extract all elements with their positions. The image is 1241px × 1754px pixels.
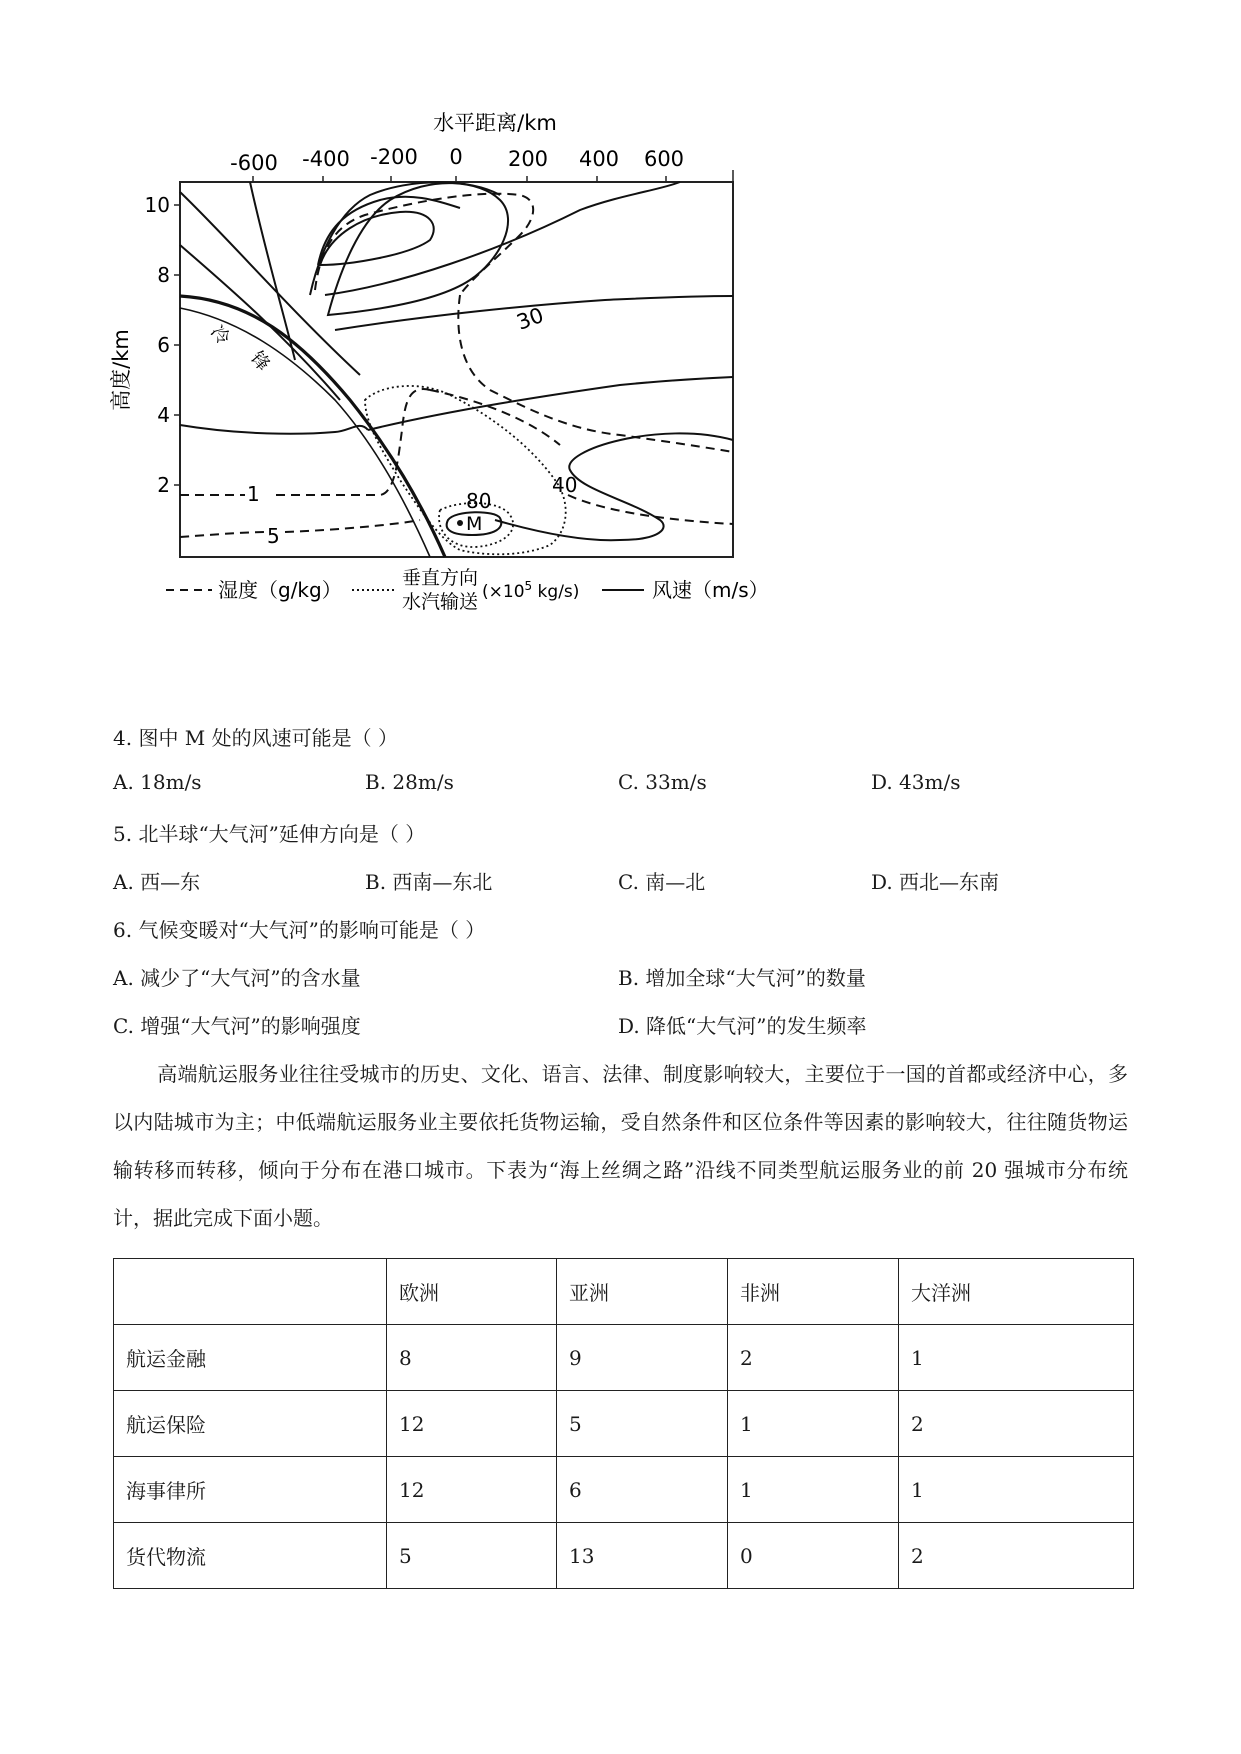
table-cell: 13 [557,1523,728,1589]
humidity-label: 40 [552,473,578,497]
m-point-label: M [466,513,483,535]
q5-option-d: D. 西北—东南 [871,870,1000,894]
table-header-cell: 欧洲 [387,1259,557,1325]
table-header-cell: 亚洲 [557,1259,728,1325]
legend-vapor-unit: ($\times 10^5$ kg/s) [482,579,580,602]
y-tick: 2 [157,473,170,497]
table-header-cell: 非洲 [728,1259,899,1325]
legend-humidity-label: 湿度（g/kg） [218,578,342,602]
figure-svg [100,100,860,690]
q5-option-b: B. 西南—东北 [365,870,493,894]
table-cell: 5 [387,1523,557,1589]
top-tick-marks [253,170,733,182]
table-cell: 5 [557,1391,728,1457]
x-tick: -400 [302,147,350,171]
q6-option-b: B. 增加全球“大气河”的数量 [618,966,866,990]
table-cell: 1 [899,1325,1134,1391]
table-cell: 9 [557,1325,728,1391]
legend-vapor-label-2: 水汽输送 [402,591,479,613]
table-row [114,1523,1134,1589]
vapor-label: 80 [466,489,492,513]
table-cell: 1 [728,1391,899,1457]
x-tick: -600 [230,151,278,175]
x-tick: 0 [449,145,463,169]
table-cell: 1 [728,1457,899,1523]
table-row [114,1457,1134,1523]
y-tick: 8 [157,263,170,287]
x-tick: 400 [578,147,620,171]
legend [166,567,769,613]
q6-option-c: C. 增强“大气河”的影响强度 [113,1014,361,1038]
question-6-stem: 6. 气候变暖对“大气河”的影响可能是（ ） [113,918,486,942]
table-cell: 航运金融 [114,1325,387,1391]
question-5-stem: 5. 北半球“大气河”延伸方向是（ ） [113,822,426,846]
table-cell: 8 [387,1325,557,1391]
q4-option-a: A. 18m/s [113,770,202,794]
q6-option-d: D. 降低“大气河”的发生频率 [618,1014,867,1038]
front-label: 锋 [246,347,274,376]
q5-option-a: A. 西—东 [113,870,201,894]
y-tick: 10 [144,193,170,217]
x-tick: 600 [643,147,685,171]
q5-option-c: C. 南—北 [618,870,706,894]
passage-text: 高端航运服务业往往受城市的历史、文化、语言、法律、制度影响较大，主要位于一国的首都或经济中心，多以内陆城市为主；中低端航运服务业主要依托货物运输，受自然条件和区位条件等因素的影响较大，往往随货物运输转移而转移，倾向于分布在港口城市。下表为“海上丝绸之路”沿线不同类型航运服务业的前 20 强城市分布统计，据此完成下面小题。 [113,1062,1128,1230]
q4-option-b: B. 28m/s [365,770,454,794]
humidity-label: 1 [247,482,260,506]
table-cell: 海事律所 [114,1457,387,1523]
table-cell: 2 [899,1523,1134,1589]
humidity-label: 5 [267,524,280,548]
wind-contour-label: 30 [513,303,547,335]
legend-wind-label: 风速（m/s） [652,578,769,602]
table-row [114,1325,1134,1391]
q4-option-d: D. 43m/s [871,770,961,794]
table-cell: 12 [387,1391,557,1457]
table-cell: 1 [899,1457,1134,1523]
table-header-row [114,1259,1134,1325]
passage [113,1050,1128,1242]
table-cell: 航运保险 [114,1391,387,1457]
table-cell: 2 [728,1325,899,1391]
x-tick: 200 [507,147,549,171]
city-distribution-table [113,1258,1134,1589]
table-cell: 0 [728,1523,899,1589]
q6-option-a: A. 减少了“大气河”的含水量 [113,966,361,990]
m-point-marker [457,520,463,526]
table-cell: 12 [387,1457,557,1523]
legend-vapor-label-1: 垂直方向 [402,567,479,589]
q4-option-c: C. 33m/s [618,770,707,794]
table-cell: 2 [899,1391,1134,1457]
y-tick: 4 [157,403,170,427]
table-header-cell [114,1259,387,1325]
table-cell: 货代物流 [114,1523,387,1589]
table-cell: 6 [557,1457,728,1523]
x-tick-labels [230,145,684,175]
cross-section-figure [100,100,860,690]
y-tick: 6 [157,333,170,357]
top-axis-title: 水平距离/km [433,111,557,135]
question-4-stem: 4. 图中 M 处的风速可能是（ ） [113,726,398,750]
table-row [114,1391,1134,1457]
front-label: 冷 [206,321,234,350]
y-axis-title: 高度/km [109,329,133,411]
x-tick: -200 [370,145,418,169]
table-header-cell: 大洋洲 [899,1259,1134,1325]
y-tick-labels [145,193,170,497]
